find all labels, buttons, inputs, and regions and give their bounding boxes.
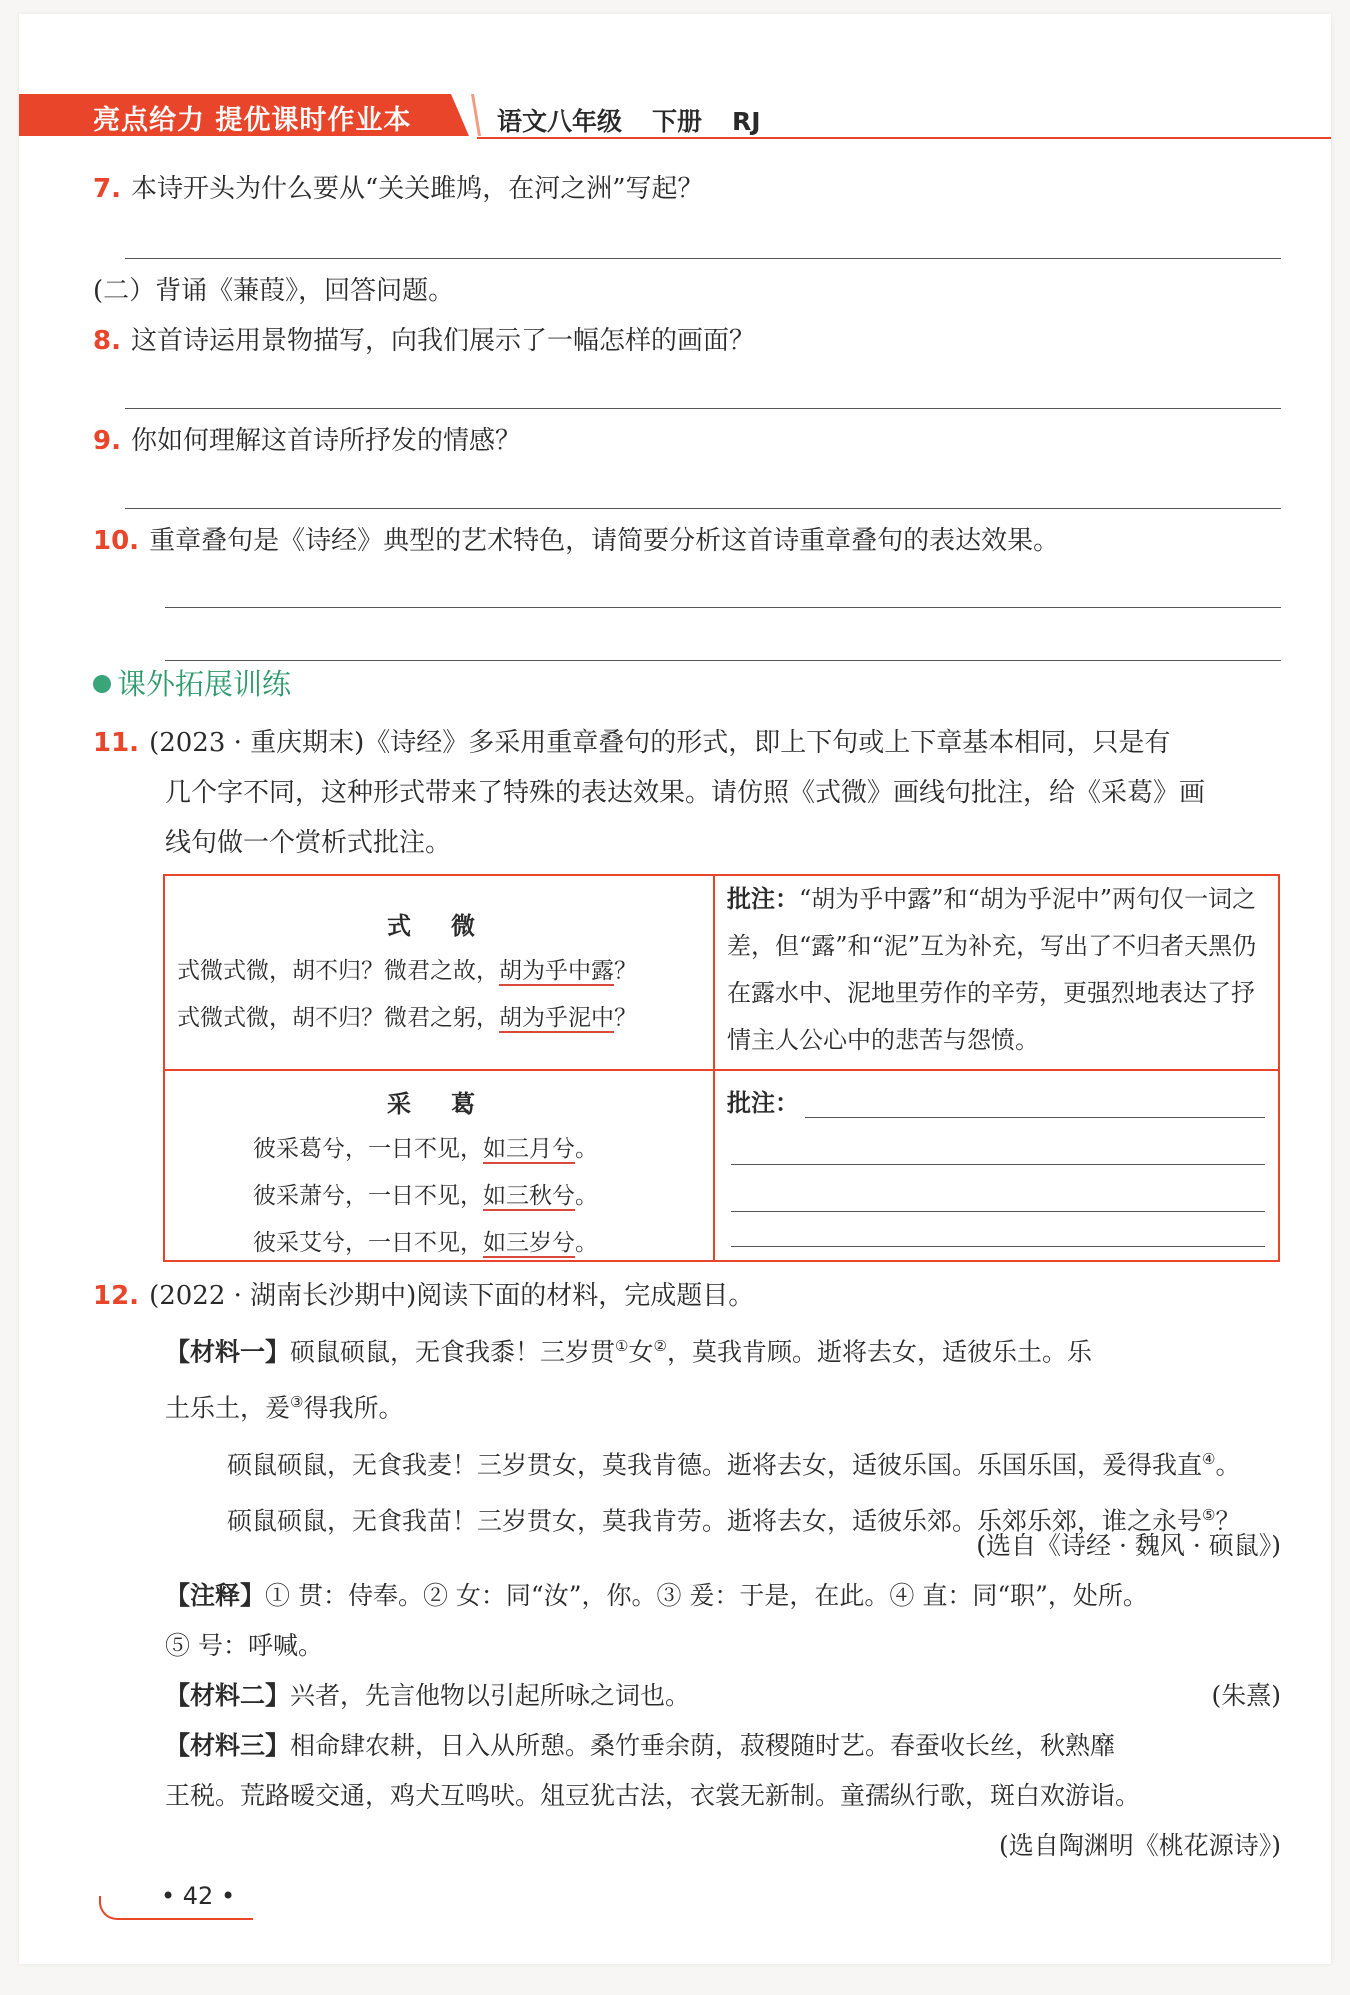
question-text: 你如何理解这首诗所抒发的情感？ (130, 426, 521, 456)
annotation-table (163, 874, 1280, 1262)
question-text: 重章叠句是《诗经》典型的艺术特色，请简要分析这首诗重章叠句的表达效果。 (149, 526, 1060, 556)
poem-title-shiwei: 式微 (387, 912, 515, 940)
answer-line[interactable] (125, 408, 1281, 409)
material-two (165, 1671, 690, 1721)
question-text: (2023 · 重庆期末)《诗经》多采用重章叠句的形式，即上下句或上下章基本相同，只是有 (149, 728, 1171, 758)
page-header (19, 84, 1331, 140)
poem-text: 式微式微，胡不归？微君之故， (177, 958, 499, 984)
poem-punct: ？ (614, 1005, 637, 1031)
underlined-phrase: 如三岁兮 (483, 1230, 575, 1256)
edition-label: RJ (732, 107, 761, 136)
question-8 (93, 316, 755, 366)
question-number: 8. (93, 326, 121, 356)
text: ① 贯：侍奉。② 女：同“汝”，你。③ 爰：于是，在此。④ 直：同“职”，处所。 (265, 1581, 1148, 1610)
underlined-phrase: 胡为乎中露 (499, 958, 614, 984)
header-rule (477, 137, 1331, 139)
text: 。 (1215, 1449, 1241, 1479)
annotation-answer-line[interactable] (731, 1246, 1265, 1247)
material-two-source: (朱熹) (1211, 1681, 1281, 1710)
material-one-line2 (93, 1377, 1293, 1433)
table-row-divider (165, 1069, 1278, 1071)
material-one-source: (选自《诗经 · 魏风 · 硕鼠》) (976, 1531, 1281, 1560)
notes-label: 【注释】 (165, 1581, 266, 1610)
section-heading: (二）背诵《蒹葭》，回答问题。 (93, 276, 455, 306)
extension-section-title (93, 662, 291, 703)
material-label: 【材料三】 (165, 1731, 291, 1760)
workbook-page (19, 14, 1331, 1964)
annotation-example (727, 876, 1257, 1064)
material-one (93, 1321, 1293, 1546)
poem-title-caige: 采葛 (387, 1090, 515, 1118)
page-footer (99, 1882, 259, 1922)
material-label: 【材料一】 (165, 1337, 291, 1367)
header-subtitle (497, 102, 791, 138)
text: 硕鼠硕鼠，无食我苗！三岁贯女，莫我肯劳。逝将去女，适彼乐郊。乐郊乐郊，谁之永号 (227, 1506, 1203, 1536)
text: 兴者，先言他物以引起所咏之词也。 (290, 1681, 691, 1710)
question-11-line1 (93, 718, 1293, 768)
annotation-label: 批注： (727, 1089, 799, 1117)
poem-punct: 。 (575, 1136, 598, 1162)
underlined-phrase: 胡为乎泥中 (499, 1005, 614, 1031)
text: 硕鼠硕鼠，无食我麦！三岁贯女，莫我肯德。逝将去女，适彼乐国。乐国乐国，爰得我直 (227, 1449, 1203, 1479)
underlined-phrase: 如三月兮 (483, 1136, 575, 1162)
poem-line (177, 948, 637, 995)
question-10 (93, 516, 1059, 566)
footer-rule (123, 1918, 253, 1920)
footer-ornament (99, 1896, 129, 1920)
question-number: 10. (93, 526, 140, 556)
footnote-mark: ⑤ (1202, 1505, 1216, 1524)
annotation-label: 批注： (727, 885, 799, 913)
annotation-answer-line[interactable] (731, 1164, 1265, 1165)
extension-title-text: 课外拓展训练 (117, 667, 292, 701)
question-number: 9. (93, 426, 121, 456)
question-12 (93, 1271, 754, 1321)
leaf-icon (93, 675, 111, 693)
poem-text: 彼采艾兮，一日不见， (253, 1230, 483, 1256)
question-number: 11. (93, 728, 140, 758)
annotations (93, 1571, 1293, 1671)
answer-line[interactable] (125, 508, 1281, 509)
poem-text: 彼采葛兮，一日不见， (253, 1136, 483, 1162)
material-three-line1 (93, 1721, 1293, 1771)
underlined-phrase: 如三秋兮 (483, 1183, 575, 1209)
poem-text: 式微式微，胡不归？微君之躬， (177, 1005, 499, 1031)
annotation-text: “胡为乎中露”和“胡为乎泥中”两句仅一词之差，但“露”和“泥”互为补充，写出了不归者天黑仍在露水中、泥地里劳作的辛劳，更强烈地表达了抒情主人公心中的悲苦与怨愤。 (727, 885, 1257, 1054)
question-11 (93, 718, 1293, 868)
annotation-blank-label (727, 1080, 847, 1127)
poem-line (177, 995, 637, 1042)
question-7 (93, 164, 704, 214)
text: ？ (1215, 1506, 1241, 1536)
footnote-mark: ③ (290, 1393, 304, 1412)
text: ，莫我肯顾。逝将去女，适彼乐土。乐 (666, 1337, 1092, 1367)
question-11-line3: 线句做一个赏析式批注。 (165, 828, 452, 858)
question-11-line2: 几个字不同，这种形式带来了特殊的表达效果。请仿照《式微》画线句批注，给《采葛》画 (165, 778, 1206, 808)
footnote-mark: ① (615, 1337, 629, 1355)
material-three-line2: 王税。荒路暧交通，鸡犬互鸣吠。俎豆犹古法，衣裳无新制。童孺纵行歌，斑白欢游诣。 (165, 1781, 1141, 1810)
poem-punct: 。 (575, 1183, 598, 1209)
text: 女 (628, 1337, 654, 1367)
table-column-divider (713, 876, 715, 1260)
answer-line[interactable] (125, 258, 1281, 259)
material-one-line3 (93, 1434, 1293, 1490)
question-text: 本诗开头为什么要从“关关雎鸠，在河之洲”写起？ (130, 174, 704, 204)
question-number: 7. (93, 174, 121, 204)
material-one-line1 (93, 1321, 1293, 1377)
question-9 (93, 416, 521, 466)
answer-line[interactable] (165, 660, 1281, 661)
text: 得我所。 (303, 1393, 404, 1423)
question-text: 这首诗运用景物描写，向我们展示了一幅怎样的画面？ (130, 326, 755, 356)
question-text: (2022 · 湖南长沙期中)阅读下面的材料，完成题目。 (149, 1281, 755, 1311)
footnote-mark: ④ (1202, 1449, 1216, 1468)
poem-punct: 。 (575, 1230, 598, 1256)
poem-text: 彼采萧兮，一日不见， (253, 1183, 483, 1209)
poem-punct: ？ (614, 958, 637, 984)
text: 相命肆农耕，日入从所憩。桑竹垂余荫，菽稷随时艺。春蚕收长丝，秋熟靡 (290, 1731, 1116, 1760)
material-three (93, 1721, 1293, 1821)
poem-line (253, 1220, 598, 1267)
series-title: 亮点给力 提优课时作业本 (93, 105, 412, 136)
header-banner-stripe (471, 94, 481, 136)
subject-label: 语文八年级 (497, 107, 623, 136)
answer-line[interactable] (165, 607, 1281, 608)
text: 土乐土，爰 (165, 1393, 291, 1423)
volume-label: 下册 (652, 107, 703, 136)
poem-line (253, 1126, 598, 1173)
material-three-source: (选自陶渊明《桃花源诗》) (998, 1831, 1281, 1860)
poem-line (253, 1173, 598, 1220)
annotations-line1 (93, 1571, 1293, 1621)
annotations-line2: ⑤ 号：呼喊。 (165, 1631, 323, 1660)
question-number: 12. (93, 1281, 140, 1311)
annotation-answer-line[interactable] (731, 1211, 1265, 1212)
annotation-answer-line[interactable] (805, 1117, 1265, 1118)
page-number: • 42 • (161, 1882, 236, 1910)
text: 硕鼠硕鼠，无食我黍！三岁贯 (290, 1337, 616, 1367)
footnote-mark: ② (653, 1337, 667, 1355)
material-label: 【材料二】 (165, 1681, 291, 1710)
